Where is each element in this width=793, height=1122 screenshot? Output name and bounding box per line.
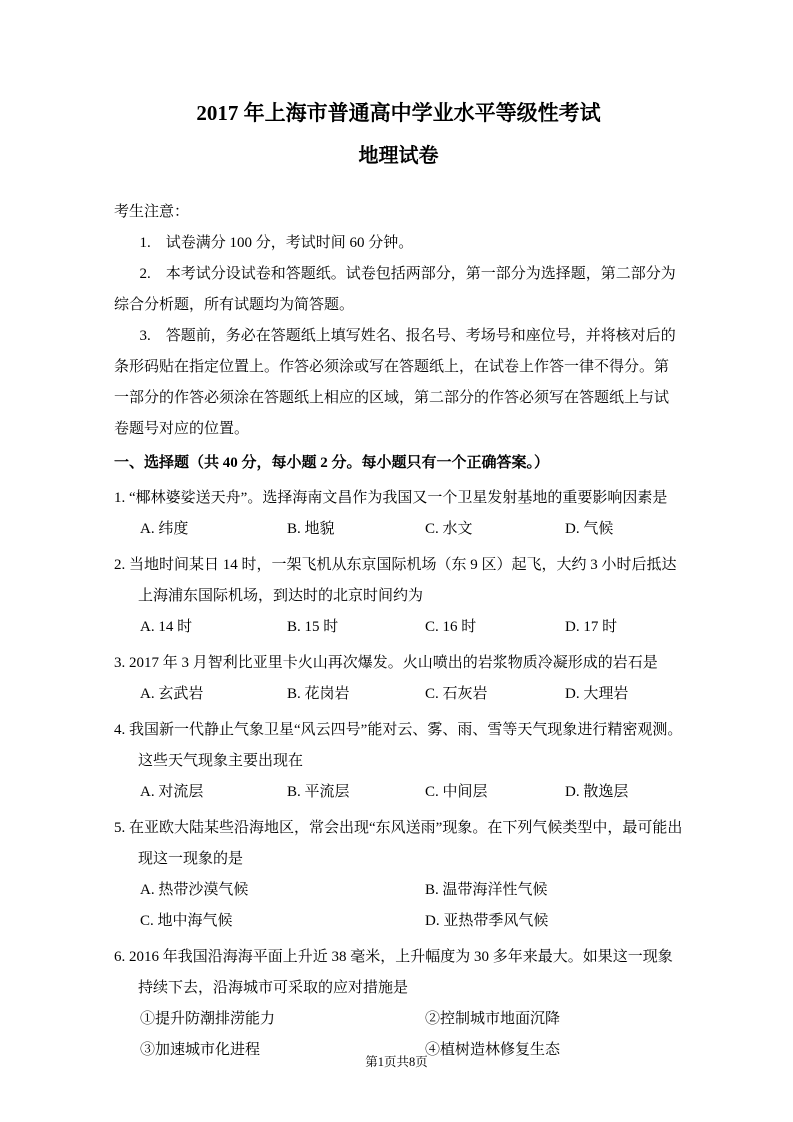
- section-heading: 一、选择题（共 40 分，每小题 2 分。每小题只有一个正确答案。）: [114, 455, 550, 471]
- option-1: ①提升防潮排涝能力: [140, 1011, 276, 1027]
- option-d: D. 大理岩: [565, 686, 629, 702]
- option-a: A. 对流层: [140, 784, 204, 800]
- question-6: [114, 942, 683, 1066]
- option-b: B. 地貌: [287, 521, 335, 537]
- option-a: A. 热带沙漠气候: [140, 882, 249, 898]
- option-b: B. 平流层: [287, 784, 350, 800]
- option-c: C. 水文: [425, 521, 473, 537]
- notice-item-3: 3. 答题前，务必在答题纸上填写姓名、报名号、考场号和座位号，并将核对后的条形码贴在指定位置上。作答必须涂或写在答题纸上，在试卷上作答一律不得分。第一部分的作答必须涂在答题纸上相应的区域，第二部分的作答必须写在答题纸上与试卷题号对应的位置。: [114, 328, 676, 437]
- notice-item-1: 1. 试卷满分 100 分，考试时间 60 分钟。: [139, 235, 414, 251]
- option-c: C. 石灰岩: [425, 686, 488, 702]
- option-d: D. 17 时: [565, 619, 618, 635]
- notice-item-2: 2. 本考试分设试卷和答题纸。试卷包括两部分，第一部分为选择题，第二部分为综合分析题，所有试题均为简答题。: [114, 266, 676, 313]
- option-4: ④植树造林修复生态: [425, 1042, 561, 1058]
- page-subtitle: 地理试卷: [358, 145, 439, 167]
- question-2: [114, 550, 683, 643]
- page-number: 第1页共8页: [365, 1055, 428, 1069]
- option-d: D. 散逸层: [565, 784, 629, 800]
- notice-header: 考生注意：: [114, 204, 190, 220]
- question-1: [114, 483, 683, 545]
- option-c: C. 地中海气候: [140, 913, 233, 929]
- option-2: ②控制城市地面沉降: [425, 1011, 561, 1027]
- option-a: A. 玄武岩: [140, 686, 204, 702]
- option-c: C. 中间层: [425, 784, 488, 800]
- page-title: 2017 年上海市普通高中学业水平等级性考试: [196, 101, 601, 125]
- question-text: 2. 当地时间某日 14 时，一架飞机从东京国际机场（东 9 区）起飞，大约 3 小时后抵达上海浦东国际机场，到达时的北京时间约为: [114, 557, 677, 604]
- option-d: D. 气候: [565, 521, 614, 537]
- question-text: 1. “椰林婆娑送天舟”。选择海南文昌作为我国又一个卫星发射基地的重要影响因素是: [114, 490, 668, 506]
- question-3-options: [114, 679, 683, 710]
- question-text: 3. 2017 年 3 月智利比亚里卡火山再次爆发。火山喷出的岩浆物质冷凝形成的岩石是: [114, 655, 658, 671]
- question-5-options: [114, 875, 683, 937]
- option-a: A. 14 时: [140, 619, 193, 635]
- option-d: D. 亚热带季风气候: [425, 913, 549, 929]
- question-4: [114, 715, 683, 808]
- question-5: [114, 813, 683, 937]
- option-3: ③加速城市化进程: [140, 1042, 261, 1058]
- option-b: B. 15 时: [287, 619, 339, 635]
- question-text: 6. 2016 年我国沿海海平面上升近 38 毫米，上升幅度为 30 多年来最大。如果这一现象持续下去，沿海城市可采取的应对措施是: [114, 949, 673, 996]
- option-a: A. 纬度: [140, 521, 189, 537]
- question-text: 4. 我国新一代静止气象卫星“风云四号”能对云、雾、雨、雪等天气现象进行精密观测。这些天气现象主要出现在: [114, 722, 683, 769]
- page-footer: [0, 1055, 793, 1070]
- option-c: C. 16 时: [425, 619, 477, 635]
- option-b: B. 温带海洋性气候: [425, 882, 548, 898]
- question-4-options: [114, 777, 683, 808]
- question-2-options: [114, 612, 683, 643]
- question-text: 5. 在亚欧大陆某些沿海地区，常会出现“东风送雨”现象。在下列气候类型中，最可能出现这一现象的是: [114, 820, 683, 867]
- option-b: B. 花岗岩: [287, 686, 350, 702]
- question-1-options: [114, 514, 683, 545]
- question-3: [114, 648, 683, 710]
